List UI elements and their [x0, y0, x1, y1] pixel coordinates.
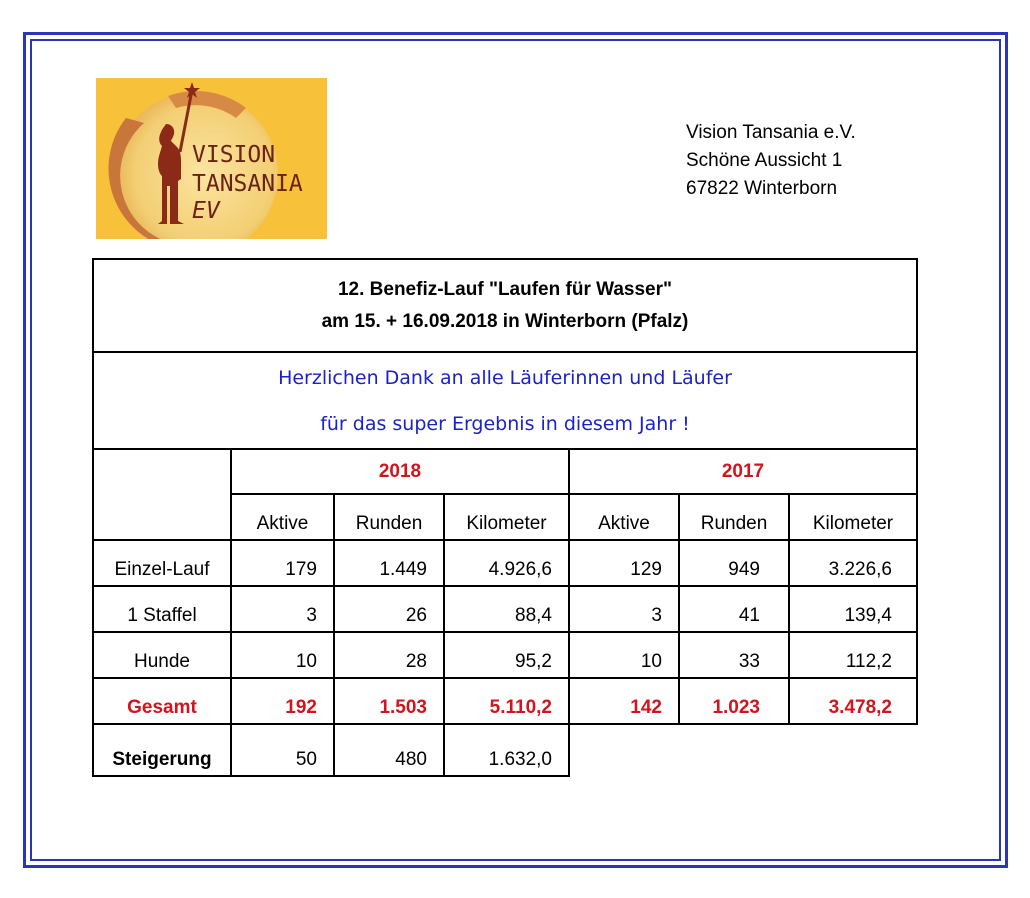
address-street: Schöne Aussicht 1	[686, 150, 843, 171]
total-value: 1.023	[679, 678, 789, 724]
event-title-line1: 12. Benefiz-Lauf "Laufen für Wasser"	[337, 278, 673, 300]
address-block	[686, 119, 856, 203]
event-title-line2: am 15. + 16.09.2018 in Winterborn (Pfalz)	[321, 310, 689, 332]
cell-value: 3.226,6	[789, 540, 917, 586]
row-label: Steigerung	[93, 724, 231, 776]
row-label: 1 Staffel	[93, 586, 231, 632]
total-value: 1.503	[334, 678, 444, 724]
cell-value: 3	[231, 586, 334, 632]
logo-text-tansania: TANSANIA	[192, 171, 303, 197]
increase-value: 1.632,0	[444, 724, 569, 776]
col-aktive-2018: Aktive	[231, 494, 334, 540]
empty-cell	[569, 724, 679, 776]
increase-value: 50	[231, 724, 334, 776]
row-label: Einzel-Lauf	[93, 540, 231, 586]
cell-value: 88,4	[444, 586, 569, 632]
total-value: 192	[231, 678, 334, 724]
total-value: 5.110,2	[444, 678, 569, 724]
empty-cell	[679, 724, 789, 776]
cell-value: 28	[334, 632, 444, 678]
table-row	[93, 632, 917, 678]
cell-value: 26	[334, 586, 444, 632]
row-label: Gesamt	[93, 678, 231, 724]
thanks-line2: für das super Ergebnis in diesem Jahr !	[320, 412, 690, 435]
total-value: 3.478,2	[789, 678, 917, 724]
row-label: Hunde	[93, 632, 231, 678]
address-city: 67822 Winterborn	[686, 178, 838, 199]
thank-you-message	[93, 352, 917, 449]
increase-row	[93, 724, 917, 776]
col-aktive-2017: Aktive	[569, 494, 679, 540]
cell-value: 112,2	[789, 632, 917, 678]
table-row	[93, 540, 917, 586]
col-runden-2018: Runden	[334, 494, 444, 540]
cell-value: 129	[569, 540, 679, 586]
logo-text-vision: VISION	[192, 142, 276, 168]
results-table	[92, 258, 918, 777]
thanks-line1: Herzlichen Dank an alle Läuferinnen und Läufer	[278, 366, 732, 389]
cell-value: 41	[679, 586, 789, 632]
cell-value: 179	[231, 540, 334, 586]
cell-value: 10	[231, 632, 334, 678]
col-kilometer-2017: Kilometer	[789, 494, 917, 540]
total-row	[93, 678, 917, 724]
cell-value: 949	[679, 540, 789, 586]
header-corner	[93, 449, 231, 540]
cell-value: 139,4	[789, 586, 917, 632]
increase-value: 480	[334, 724, 444, 776]
cell-value: 1.449	[334, 540, 444, 586]
table-row	[93, 586, 917, 632]
cell-value: 3	[569, 586, 679, 632]
year-2017-header: 2017	[569, 449, 917, 494]
address-organization: Vision Tansania e.V.	[686, 122, 856, 143]
cell-value: 95,2	[444, 632, 569, 678]
col-runden-2017: Runden	[679, 494, 789, 540]
cell-value: 33	[679, 632, 789, 678]
vision-tansania-logo	[96, 78, 327, 239]
total-value: 142	[569, 678, 679, 724]
empty-cell	[789, 724, 917, 776]
event-title	[93, 259, 917, 352]
year-2018-header: 2018	[231, 449, 569, 494]
cell-value: 10	[569, 632, 679, 678]
col-kilometer-2018: Kilometer	[444, 494, 569, 540]
logo-text-ev: EV	[192, 198, 220, 224]
cell-value: 4.926,6	[444, 540, 569, 586]
